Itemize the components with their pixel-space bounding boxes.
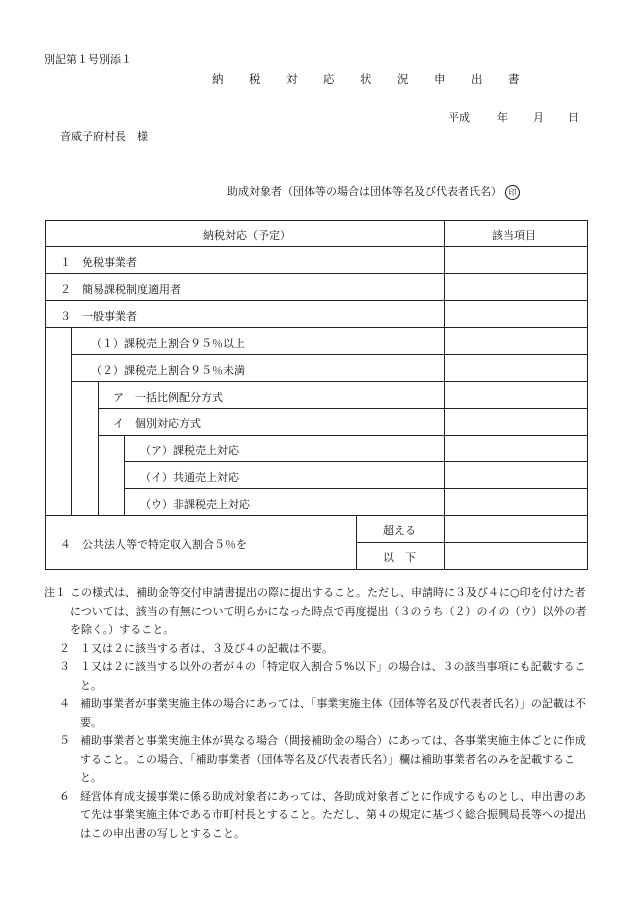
notes-section xyxy=(44,584,589,843)
table-rule xyxy=(45,273,588,274)
table-border-left xyxy=(45,220,46,570)
note-number: ２ xyxy=(59,641,70,655)
row-label: （ア）課税売上対応 xyxy=(140,444,239,457)
row-option-over: 超える xyxy=(383,524,416,537)
note-item xyxy=(44,640,589,659)
note-text: １又は２に該当する者は、３及び４の記載は不要。 xyxy=(80,641,333,655)
applicant-label: 助成対象者（団体等の場合は団体等名及び代表者氏名） xyxy=(227,185,502,198)
table-rule xyxy=(45,515,588,516)
seal-mark: 印 xyxy=(505,185,520,200)
table-rule xyxy=(98,435,588,436)
table-border-right xyxy=(587,220,588,570)
header-item: 納税対応（予定） xyxy=(203,229,291,242)
row-label: （２）課税売上割合９５％未満 xyxy=(91,364,245,377)
row-label: （イ）共通売上対応 xyxy=(140,471,239,484)
table-border-top xyxy=(45,220,588,221)
row-label: （ウ）非課税売上対応 xyxy=(140,498,250,511)
date-era: 平成 xyxy=(448,111,470,124)
check-cell[interactable] xyxy=(446,410,586,434)
table-border-bottom xyxy=(45,569,588,570)
row-label: ３ 一般事業者 xyxy=(60,310,137,323)
note-item xyxy=(44,584,589,640)
table-column-divider xyxy=(444,220,445,570)
check-cell[interactable] xyxy=(446,544,586,568)
date-month: 月 xyxy=(533,111,544,124)
note-number: ６ xyxy=(59,789,70,803)
table-rule xyxy=(98,408,588,409)
table-rule xyxy=(124,488,588,489)
note-number: ５ xyxy=(59,734,70,747)
note-number: ３ xyxy=(59,660,70,673)
check-cell[interactable] xyxy=(446,517,586,541)
form-reference: 別記第１号別添１ xyxy=(44,53,132,66)
note-text: 補助事業者と事業実施主体が異なる場合（間接補助金の場合）にあっては、各事業実施主体ごとに作成すること。この場合、「補助事業者（団体等名及び代表者氏名）」欄は補助事業者名のみを記載すること。 xyxy=(80,734,586,784)
row-label: （１）課税売上割合９５％以上 xyxy=(91,337,245,350)
row-option-under: 以 下 xyxy=(383,551,416,564)
row-label: １ 免税事業者 xyxy=(60,256,137,269)
document-title: 納 税 対 応 状 況 申 出 書 xyxy=(212,72,527,86)
check-cell[interactable] xyxy=(446,463,586,487)
table-indent-line xyxy=(124,435,125,515)
table-rule xyxy=(124,461,588,462)
check-cell[interactable] xyxy=(446,437,586,460)
table-rule xyxy=(45,246,588,247)
check-cell[interactable] xyxy=(446,356,586,380)
note-number: 注１ xyxy=(44,586,66,599)
applicant-line xyxy=(227,183,520,200)
row-label: ア 一括比例配分方式 xyxy=(113,391,223,404)
note-item xyxy=(44,695,589,732)
note-text: １又は２に該当する以外の者が４の「特定収入割合５%以下」の場合は、３の該当事項にも記載すること。 xyxy=(80,660,586,692)
check-cell[interactable] xyxy=(446,275,586,299)
note-item xyxy=(44,788,589,844)
note-text: 経営体育成支援事業に係る助成対象者にあっては、各助成対象者ごとに作成するものとし、申出書のあて先は事業実施主体である市町村長とすること。ただし、第４の規定に基づく総合振興局長等への提出はこの申出書の写しとすること。 xyxy=(80,789,586,840)
check-cell[interactable] xyxy=(446,302,586,326)
table-indent-line xyxy=(71,327,72,515)
addressee: 音威子府村長 様 xyxy=(60,130,148,143)
row-label: イ 個別対応方式 xyxy=(113,417,201,430)
note-item xyxy=(44,658,589,695)
table-indent-line xyxy=(98,381,99,515)
note-text: 補助事業者が事業実施主体の場合にあっては、「事業実施主体（団体等名及び代表者氏名）」の記載は不要。 xyxy=(80,697,586,729)
date-year: 年 xyxy=(497,111,508,124)
table-rule xyxy=(356,542,588,543)
check-cell[interactable] xyxy=(446,248,586,272)
table-rule xyxy=(45,300,588,301)
date-day: 日 xyxy=(568,111,579,124)
note-number: ４ xyxy=(59,697,70,710)
note-text: この様式は、補助金等交付申請書提出の際に提出すること。ただし、申請時に３及び４に○印を付けた者については、該当の有無について明らかになった時点で再度提出（３のうち（２）のイの（ウ）以外の者を除く。）すること。 xyxy=(70,586,587,636)
table-column-divider xyxy=(356,515,357,569)
row-label: ４ 公共法人等で特定収入割合５％を xyxy=(60,538,247,551)
check-cell[interactable] xyxy=(446,329,586,353)
header-check: 該当項目 xyxy=(492,229,536,242)
check-cell[interactable] xyxy=(446,383,586,407)
table-rule xyxy=(45,327,588,328)
check-cell[interactable] xyxy=(446,490,586,514)
table-rule xyxy=(71,354,588,355)
note-item xyxy=(44,732,589,788)
table-rule xyxy=(71,381,588,382)
row-label: ２ 簡易課税制度適用者 xyxy=(60,283,181,296)
